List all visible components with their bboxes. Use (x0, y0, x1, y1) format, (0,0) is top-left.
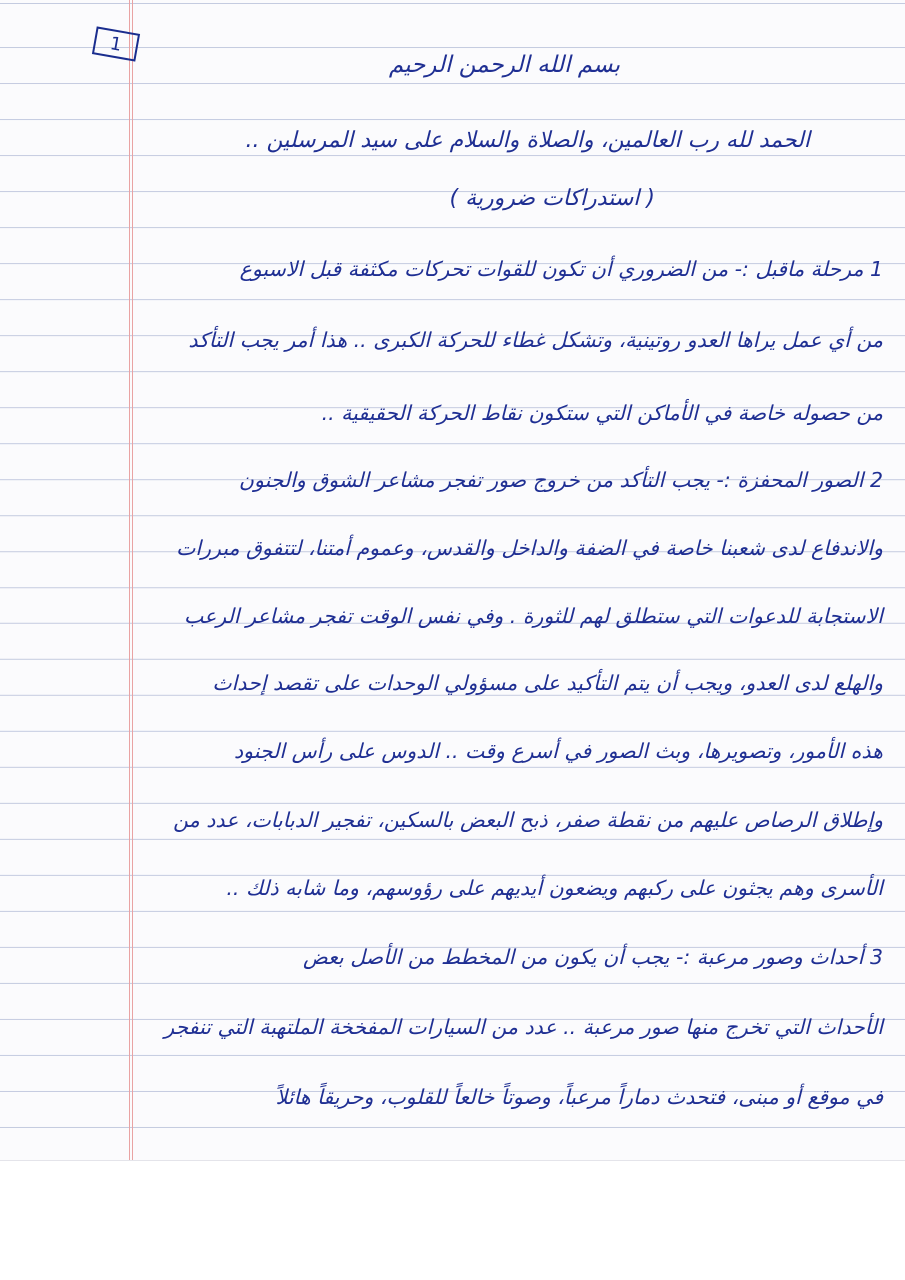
text-line: 2 الصور المحفزة :- يجب التأكد من خروج صور تفجر مشاعر الشوق والجنون (238, 468, 883, 492)
text-line: 3 أحداث وصور مرعبة :- يجب أن يكون من المخطط من الأصل بعض (303, 945, 883, 969)
text-line: والاندفاع لدى شعبنا خاصة في الضفة والداخل والقدس، وعموم أمتنا، لتتفوق مبررات (176, 536, 883, 560)
margin-line (129, 0, 130, 1160)
margin-line (132, 0, 133, 1160)
text-line: الاستجابة للدعوات التي ستطلق لهم للثورة . وفي نفس الوقت تفجر مشاعر الرعب (183, 604, 883, 628)
text-line: وإطلاق الرصاص عليهم من نقطة صفر، ذبح البعض بالسكين، تفجير الدبابات، عدد من (173, 808, 883, 832)
text-line: الأسرى وهم يجثون على ركبهم ويضعون أيديهم على رؤوسهم، وما شابه ذلك .. (226, 876, 883, 900)
text-line: من حصوله خاصة في الأماكن التي ستكون نقاط الحركة الحقيقية .. (321, 401, 883, 425)
text-line: من أي عمل يراها العدو روتينية، وتشكل غطاء للحركة الكبرى .. هذا أمر يجب التأكد (188, 328, 883, 352)
page-number: 1 (108, 32, 124, 56)
text-line: الأحداث التي تخرج منها صور مرعبة .. عدد من السيارات المفخخة الملتهبة التي تنفجر (164, 1015, 883, 1039)
text-line: هذه الأمور، وتصويرها، وبث الصور في أسرع وقت .. الدوس على رأس الجنود (234, 739, 883, 763)
text-line: في موقع أو مبنى، فتحدث دماراً مرعباً، وصوتاً خالعاً للقلوب، وحريقاً هائلاً (275, 1085, 883, 1109)
text-line: 1 مرحلة ماقبل :- من الضروري أن تكون للقوات تحركات مكثفة قبل الاسبوع (239, 257, 883, 281)
basmala: بسم الله الرحمن الرحيم (388, 52, 620, 78)
opening-praise: الحمد لله رب العالمين، والصلاة والسلام على سيد المرسلين .. (245, 128, 810, 153)
text-line: والهلع لدى العدو، ويجب أن يتم التأكيد على مسؤولي الوحدات على تقصد إحداث (212, 671, 883, 695)
document-heading: ( استدراكات ضرورية ) (449, 186, 655, 211)
